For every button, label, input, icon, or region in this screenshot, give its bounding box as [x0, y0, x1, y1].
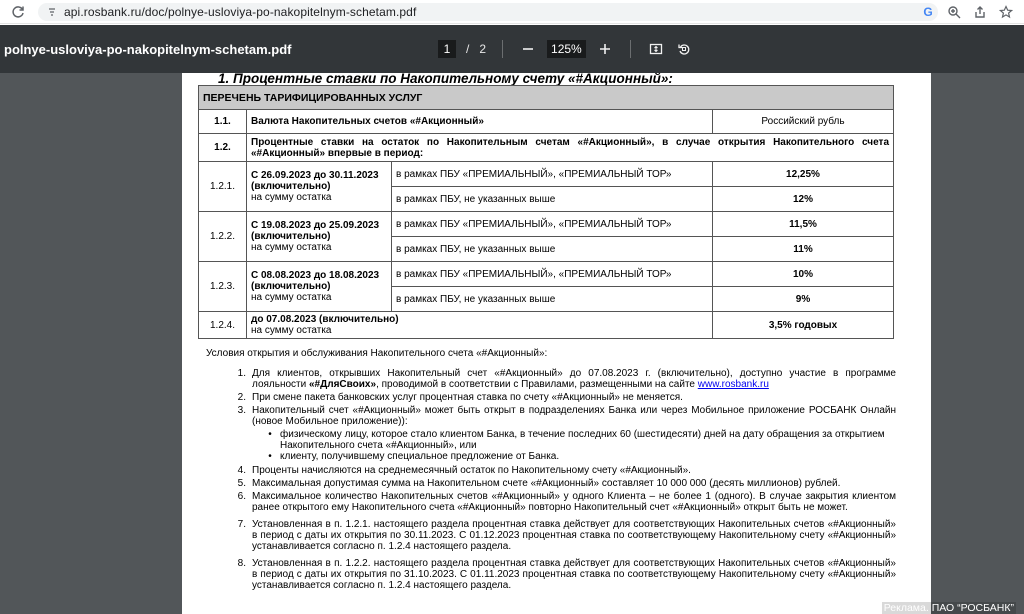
row-number: 1.2.1. — [199, 162, 247, 212]
item-number: 1. — [237, 368, 246, 379]
list-item — [206, 491, 896, 513]
total-pages: 2 — [479, 42, 487, 56]
rate-cell: 12% — [713, 187, 894, 212]
period-text: до 07.08.2023 (включительно) — [251, 314, 399, 325]
period-sub: на сумму остатка — [251, 292, 332, 303]
star-icon[interactable] — [998, 4, 1014, 20]
item-number: 3. — [237, 405, 246, 416]
tariff-table — [198, 85, 894, 339]
item-text: При смене пакета банковских услуг процентная ставка по счету «#Акционный» не меняется. — [252, 392, 683, 403]
item-number: 8. — [237, 558, 246, 569]
item-text: Установленная в п. 1.2.2. настоящего раздела процентная ставка действует для соответствующих Накопительных счетов «#Акционный» в период с даты их открытия по 31.10.2023. С 01.11.2023 процентная ставка по соответствующему Накопительному счету «#Акционный» устанавливается согласно п. 1.2.4 настоящего раздела. — [252, 558, 896, 591]
list-item — [206, 558, 896, 591]
condition-cell: в рамках ПБУ «ПРЕМИАЛЬНЫЙ», «ПРЕМИАЛЬНЫЙ ТОР» — [392, 212, 713, 237]
pdf-controls — [438, 40, 693, 58]
share-icon[interactable] — [972, 4, 988, 20]
item-number: 7. — [237, 519, 246, 530]
period-text: С 26.09.2023 до 30.11.2023 (включительно) — [251, 170, 379, 192]
list-item — [206, 465, 896, 476]
period-sub: на сумму остатка — [251, 325, 332, 336]
page-separator: / — [466, 42, 470, 56]
address-bar[interactable] — [38, 3, 938, 21]
conditions-list — [206, 348, 896, 593]
list-item — [206, 368, 896, 390]
row-number: 1.2.4. — [199, 312, 247, 339]
item-text-part: Для клиентов, открывших Накопительный счет «#Акционный» до 07.08.2023 г. (включительно), доступно участие в программе лояльности — [252, 368, 896, 390]
condition-cell: в рамках ПБУ «ПРЕМИАЛЬНЫЙ», «ПРЕМИАЛЬНЫЙ ТОР» — [392, 262, 713, 287]
table-row — [199, 162, 894, 187]
program-name: «#ДляСвоих» — [309, 379, 377, 390]
conditions-intro: Условия открытия и обслуживания Накопительного счета «#Акционный»: — [206, 348, 548, 359]
info-icon[interactable] — [46, 6, 58, 18]
rotate-icon[interactable] — [675, 40, 693, 58]
row-label: Процентные ставки на остаток по Накопительным счетам «#Акционный», в случае открытия Накопительного счета «#Акционный» впервые в период: — [247, 134, 894, 162]
rosbank-link[interactable]: www.rosbank.ru — [697, 379, 769, 390]
browser-toolbar — [0, 0, 1024, 24]
period-cell — [247, 162, 392, 212]
item-text: Максимальная допустимая сумма на Накопительном счете «#Акционный» составляет 10 000 000 (десять миллионов) рублей. — [252, 478, 841, 489]
table-row — [199, 134, 894, 162]
period-sub: на сумму остатка — [251, 192, 332, 203]
row-value: Российский рубль — [713, 110, 894, 134]
zoom-icon[interactable] — [946, 4, 962, 20]
condition-cell: в рамках ПБУ «ПРЕМИАЛЬНЫЙ», «ПРЕМИАЛЬНЫЙ ТОР» — [392, 162, 713, 187]
bullet-item — [260, 429, 896, 451]
section-heading: 1. Процентные ставки по Накопительному счету «#Акционный»: — [218, 73, 673, 86]
row-number: 1.2. — [199, 134, 247, 162]
list-item — [206, 519, 896, 552]
rate-cell: 3,5% годовых — [713, 312, 894, 339]
bullet-text: клиенту, получившему специальное предложение от Банка. — [280, 451, 560, 462]
table-header: ПЕРЕЧЕНЬ ТАРИФИЦИРОВАННЫХ УСЛУГ — [199, 86, 894, 110]
row-label: Валюта Накопительных счетов «#Акционный» — [247, 110, 713, 134]
bullet-text: физическому лицу, которое стало клиентом Банка, в течение последних 60 (шестидесяти) дней на дату обращения за открытием Накопительного счета «#Акционный», или — [280, 429, 885, 451]
bullet-dot: • — [268, 451, 272, 462]
period-cell — [247, 262, 392, 312]
list-item — [206, 478, 896, 489]
table-row — [199, 212, 894, 237]
condition-cell: в рамках ПБУ, не указанных выше — [392, 187, 713, 212]
toolbar-divider — [630, 40, 631, 58]
row-number: 1.2.2. — [199, 212, 247, 262]
rate-cell: 11,5% — [713, 212, 894, 237]
item-number: 5. — [237, 478, 246, 489]
pdf-filename: polnye-usloviya-po-nakopitelnym-schetam.pdf — [4, 42, 292, 57]
url-text: api.rosbank.ru/doc/polnye-usloviya-po-nakopitelnym-schetam.pdf — [64, 4, 417, 19]
google-icon[interactable]: G — [923, 5, 933, 19]
rate-cell: 12,25% — [713, 162, 894, 187]
page-number-input[interactable]: 1 — [438, 40, 456, 58]
pdf-page — [182, 73, 931, 614]
plus-icon[interactable] — [596, 40, 614, 58]
list-item — [206, 392, 896, 403]
minus-icon[interactable] — [519, 40, 537, 58]
fit-page-icon[interactable] — [647, 40, 665, 58]
table-header-row — [199, 86, 894, 110]
rate-cell: 11% — [713, 237, 894, 262]
item-text-part: , проводимой в соответствии с Правилами, размещенными на сайте — [376, 379, 698, 390]
rate-cell: 10% — [713, 262, 894, 287]
list-item — [206, 405, 896, 427]
table-row — [199, 110, 894, 134]
item-text: Проценты начисляются на среднемесячный остаток по Накопительному счету «#Акционный». — [252, 465, 691, 476]
item-number: 2. — [237, 392, 246, 403]
bullet-dot: • — [268, 429, 272, 440]
pdf-viewer[interactable] — [0, 73, 1024, 614]
period-sub: на сумму остатка — [251, 242, 332, 253]
table-row — [199, 262, 894, 287]
item-text: Установленная в п. 1.2.1. настоящего раздела процентная ставка действует для соответствующих Накопительных счетов «#Акционный» в период с даты их открытия по 30.11.2023. С 01.12.2023 процентная ставка по соответствующему Накопительному счету «#Акционный» устанавливается согласно п. 1.2.4 настоящего раздела. — [252, 519, 896, 552]
toolbar-divider — [502, 40, 503, 58]
reload-icon[interactable] — [10, 4, 26, 20]
item-text: Максимальное количество Накопительных счетов «#Акционный» у одного Клиента – не более 1 (одного). В случае закрытия клиентом ранее открытого ему Накопительного счета «#Акционный» повторно Накопительный счет «#Акционный» открыт быть не может. — [252, 491, 896, 513]
zoom-level[interactable]: 125% — [547, 40, 586, 58]
pdf-toolbar — [0, 25, 1024, 73]
row-number: 1.1. — [199, 110, 247, 134]
rate-cell: 9% — [713, 287, 894, 312]
item-text: Накопительный счет «#Акционный» может быть открыт в подразделениях Банка или через Мобильное приложение РОСБАНК Онлайн (новое Мобильное приложение)): — [252, 405, 896, 427]
condition-cell: в рамках ПБУ, не указанных выше — [392, 287, 713, 312]
period-cell — [247, 312, 713, 339]
bullet-item — [260, 451, 896, 462]
ad-disclaimer: Реклама. ПАО “РОСБАНК” — [883, 602, 1014, 614]
condition-cell: в рамках ПБУ, не указанных выше — [392, 237, 713, 262]
period-text: С 19.08.2023 до 25.09.2023 (включительно) — [251, 220, 380, 242]
item-text — [252, 368, 896, 390]
browser-actions — [920, 4, 1014, 20]
period-text: С 08.08.2023 до 18.08.2023 (включительно) — [251, 270, 380, 292]
period-cell — [247, 212, 392, 262]
item-number: 4. — [237, 465, 246, 476]
row-number: 1.2.3. — [199, 262, 247, 312]
table-row — [199, 312, 894, 339]
item-number: 6. — [237, 491, 246, 502]
